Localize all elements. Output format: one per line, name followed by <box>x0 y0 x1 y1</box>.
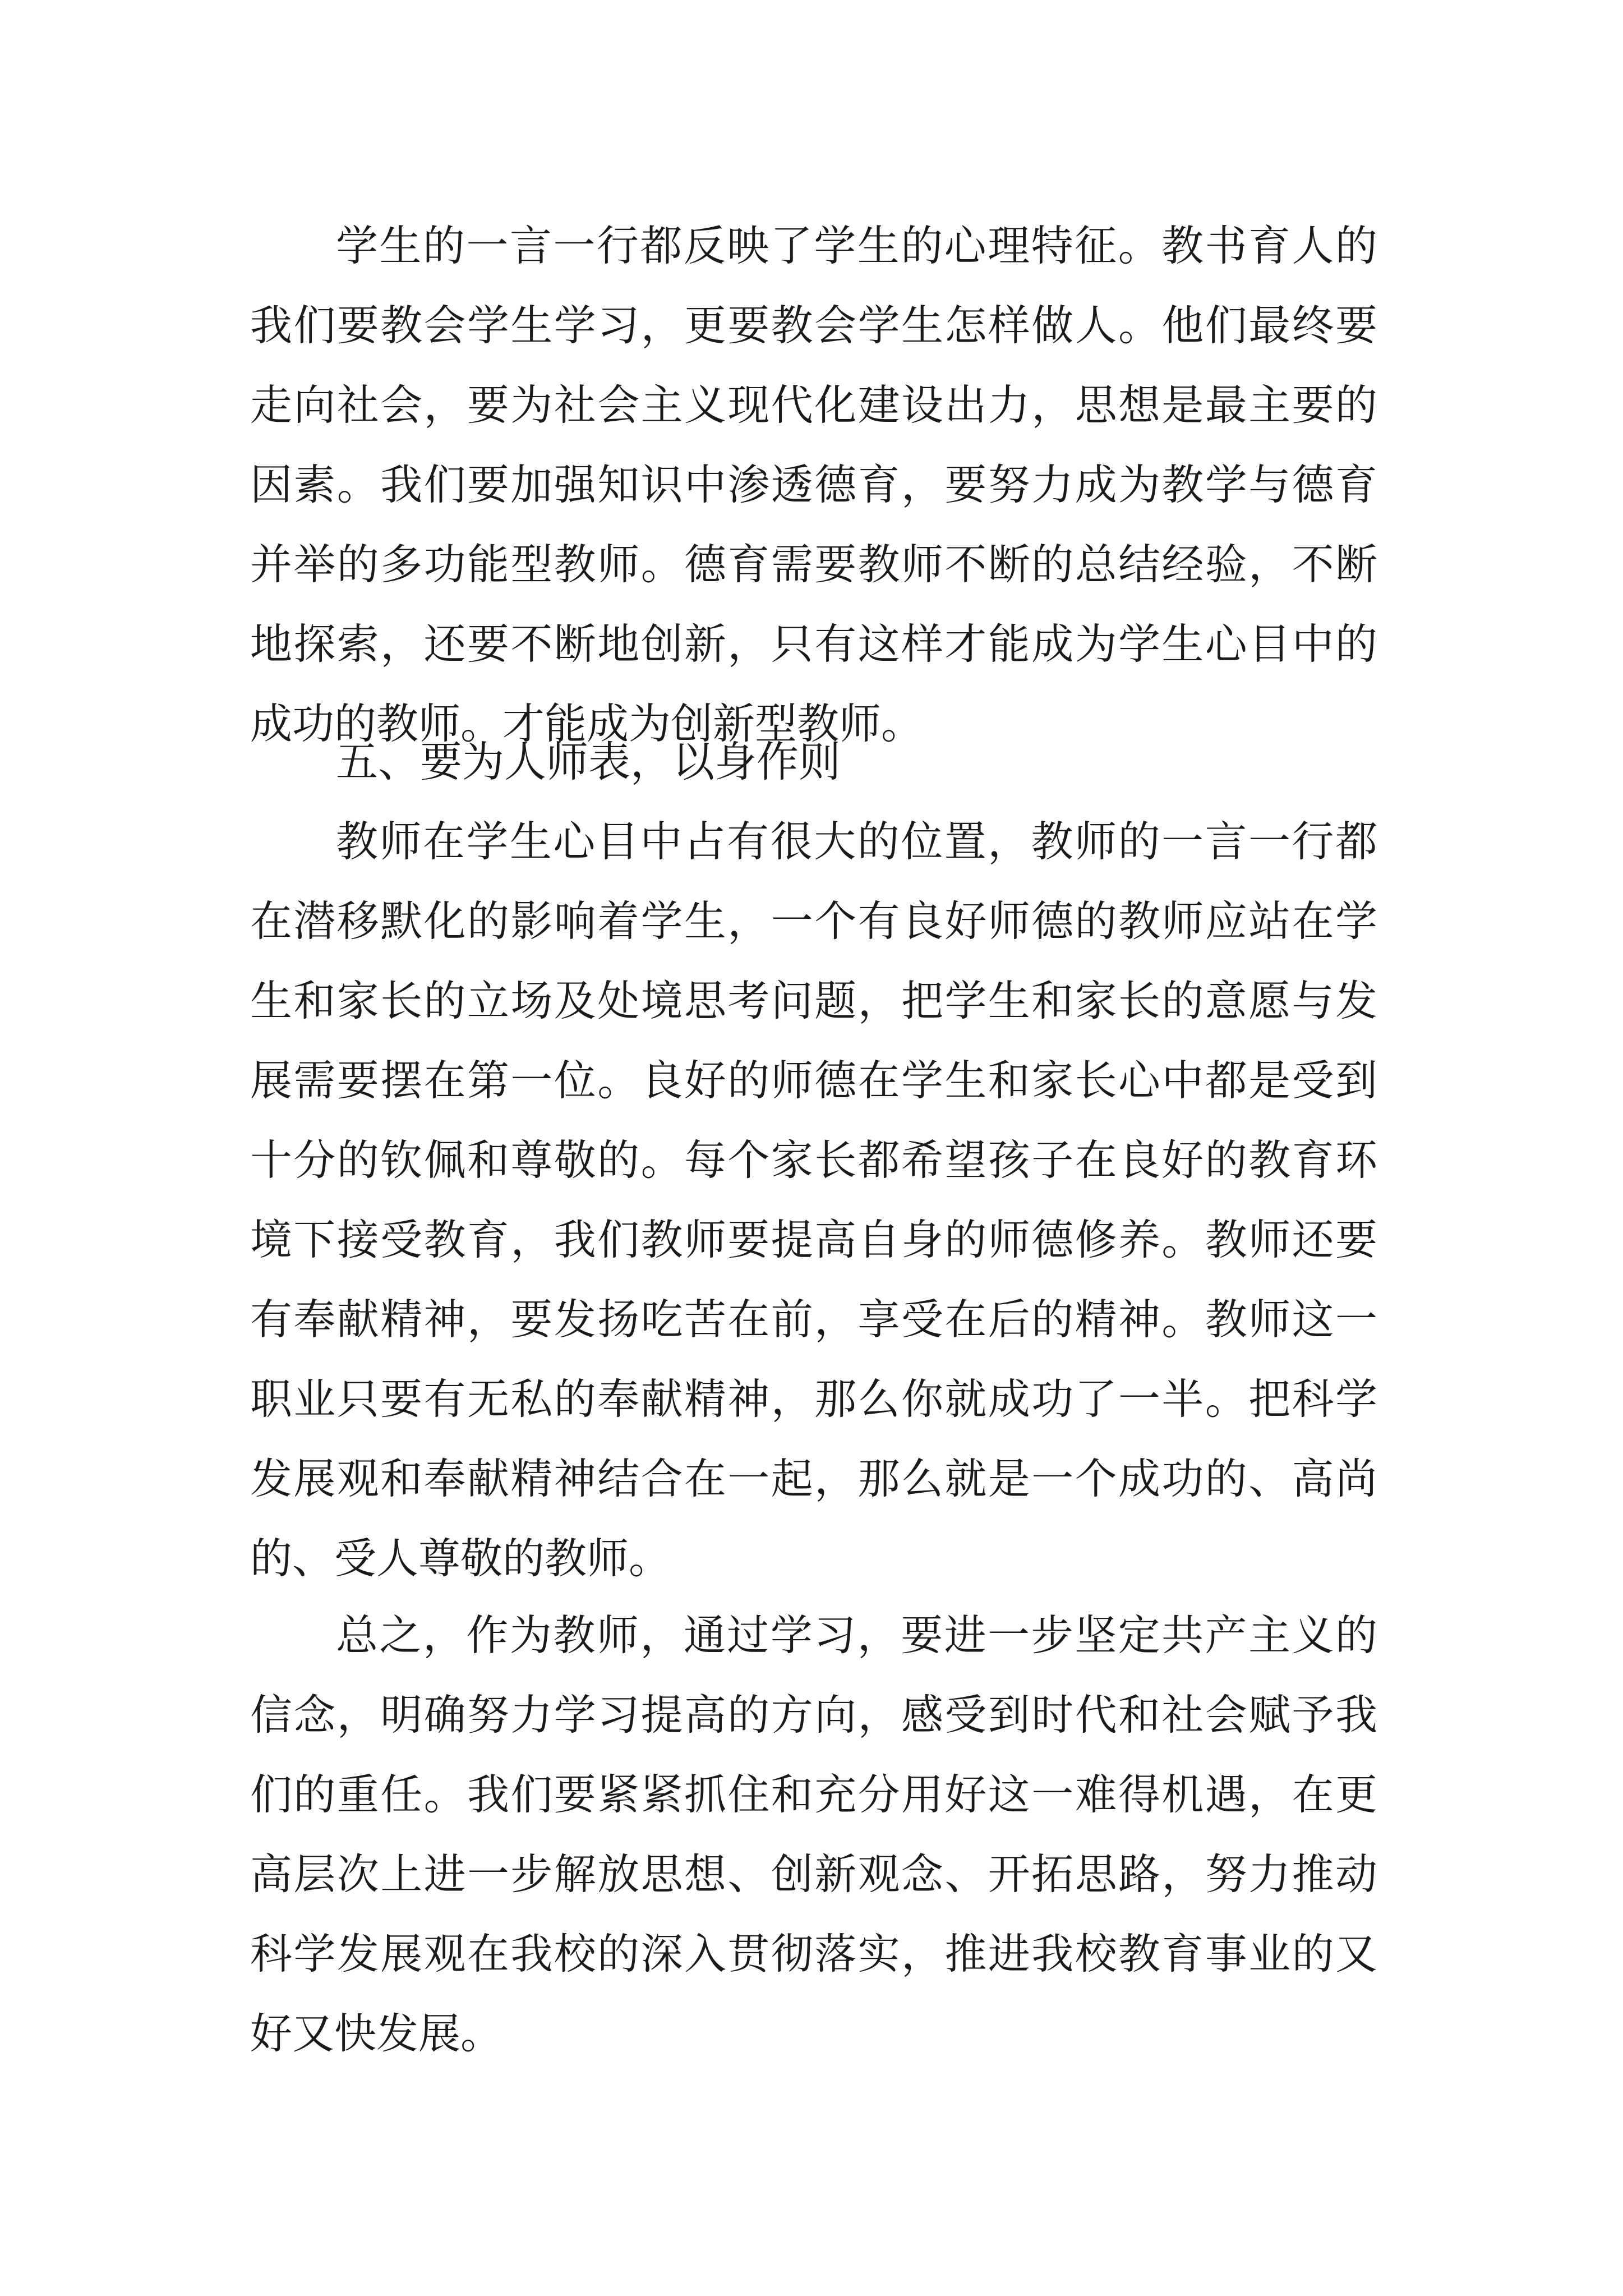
paragraph-line: 展需要摆在第一位。良好的师德在学生和家长心中都是受到 <box>250 1056 1377 1105</box>
paragraph-line: 地探索，还要不断地创新，只有这样才能成为学生心目中的 <box>250 619 1377 669</box>
paragraph-line: 在潜移默化的影响着学生，一个有良好师德的教师应站在学 <box>250 896 1377 946</box>
paragraph-line: 职业只要有无私的奉献精神，那么你就成功了一半。把科学 <box>250 1374 1377 1424</box>
section-heading <box>250 722 1377 802</box>
paragraph-line: 的、受人尊敬的教师。 <box>250 1534 671 1583</box>
paragraph-line: 发展观和奉献精神结合在一起，那么就是一个成功的、高尚 <box>250 1454 1377 1503</box>
paragraph-student-character <box>250 206 1377 763</box>
paragraph-line: 因素。我们要加强知识中渗透德育，要努力成为教学与德育 <box>250 460 1377 509</box>
paragraph-line: 境下接受教育，我们教师要提高自身的师德修养。教师还要 <box>250 1215 1377 1264</box>
section-heading-text: 五、要为人师表，以身作则 <box>336 737 841 786</box>
paragraph-line: 走向社会，要为社会主义现代化建设出力，思想是最主要的 <box>250 380 1377 430</box>
paragraph-line: 十分的钦佩和尊敬的。每个家长都希望孩子在良好的教育环 <box>250 1135 1377 1185</box>
paragraph-line: 信念，明确努力学习提高的方向，感受到时代和社会赋予我 <box>250 1690 1377 1740</box>
paragraph-conclusion <box>250 1595 1377 2073</box>
paragraph-teacher-role-model <box>250 802 1377 1598</box>
paragraph-line: 生和家长的立场及处境思考问题，把学生和家长的意愿与发 <box>250 976 1377 1025</box>
paragraph-line: 总之，作为教师，通过学习，要进一步坚定共产主义的 <box>336 1611 1377 1660</box>
paragraph-line: 们的重任。我们要紧紧抓住和充分用好这一难得机遇，在更 <box>250 1770 1377 1819</box>
paragraph-line: 高层次上进一步解放思想、创新观念、开拓思路，努力推动 <box>250 1849 1377 1899</box>
paragraph-line: 教师在学生心目中占有很大的位置，教师的一言一行都 <box>336 817 1377 866</box>
paragraph-line: 有奉献精神，要发扬吃苦在前，享受在后的精神。教师这一 <box>250 1295 1377 1344</box>
paragraph-line: 我们要教会学生学习，更要教会学生怎样做人。他们最终要 <box>250 301 1377 350</box>
paragraph-line: 好又快发展。 <box>250 2009 503 2058</box>
paragraph-line: 成功的教师。才能成为创新型教师。 <box>250 699 924 748</box>
paragraph-line: 并举的多功能型教师。德育需要教师不断的总结经验，不断 <box>250 540 1377 589</box>
paragraph-line: 科学发展观在我校的深入贯彻落实，推进我校教育事业的又 <box>250 1929 1377 1978</box>
paragraph-line: 学生的一言一行都反映了学生的心理特征。教书育人的 <box>336 221 1377 270</box>
